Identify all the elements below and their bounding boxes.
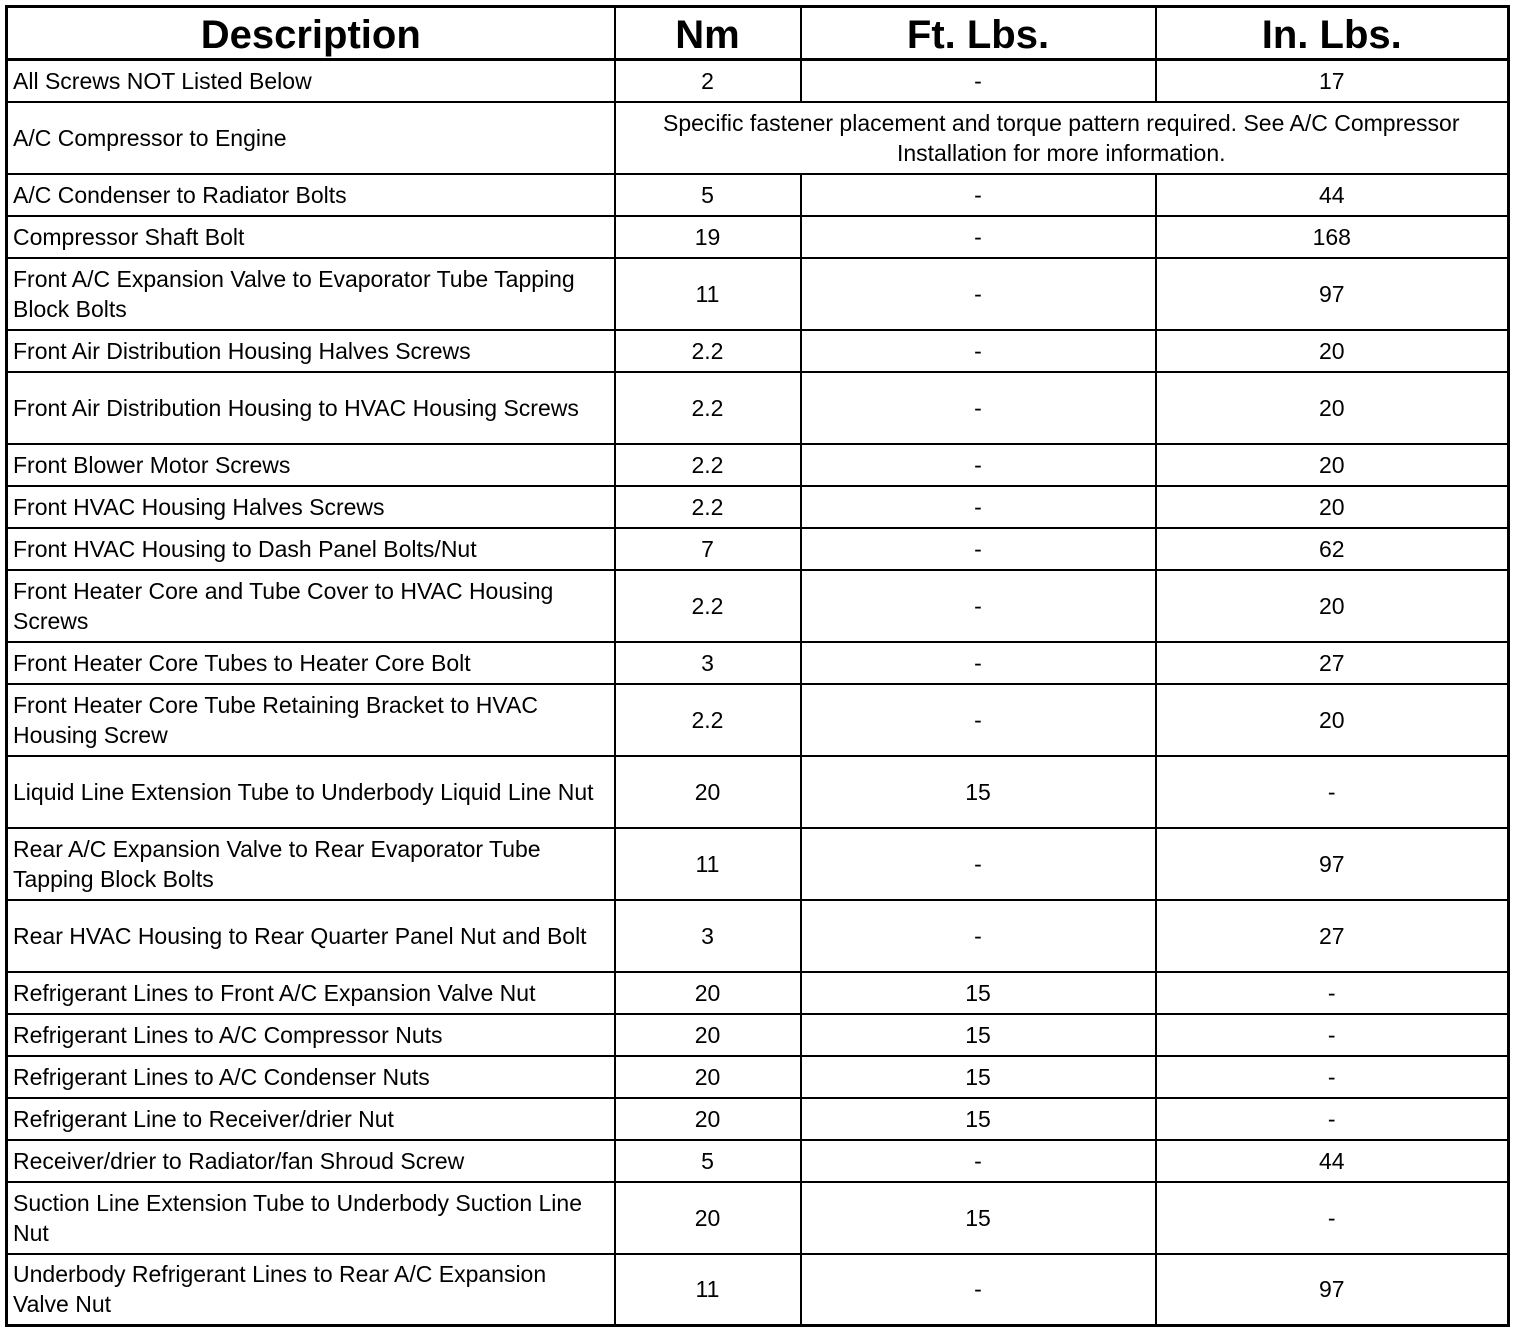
in-lbs-cell: 44 — [1156, 1140, 1509, 1182]
nm-cell: 3 — [615, 642, 801, 684]
nm-cell: 2 — [615, 60, 801, 102]
description-cell: Front Air Distribution Housing Halves Screws — [7, 330, 615, 372]
ft-lbs-cell: - — [801, 60, 1156, 102]
description-cell: Suction Line Extension Tube to Underbody Suction Line Nut — [7, 1182, 615, 1254]
table-row — [7, 900, 1509, 972]
header-ft-lbs: Ft. Lbs. — [801, 7, 1156, 60]
table-row — [7, 60, 1509, 102]
description-cell: Liquid Line Extension Tube to Underbody Liquid Line Nut — [7, 756, 615, 828]
description-cell: Underbody Refrigerant Lines to Rear A/C Expansion Valve Nut — [7, 1254, 615, 1326]
header-description: Description — [7, 7, 615, 60]
ft-lbs-cell: 15 — [801, 1014, 1156, 1056]
in-lbs-cell: 97 — [1156, 258, 1509, 330]
description-cell: Rear A/C Expansion Valve to Rear Evaporator Tube Tapping Block Bolts — [7, 828, 615, 900]
nm-cell: 11 — [615, 1254, 801, 1326]
table-row — [7, 972, 1509, 1014]
ft-lbs-cell: - — [801, 372, 1156, 444]
nm-cell: 5 — [615, 174, 801, 216]
table-row — [7, 444, 1509, 486]
ft-lbs-cell: 15 — [801, 1182, 1156, 1254]
ft-lbs-cell: - — [801, 570, 1156, 642]
table-row — [7, 102, 1509, 174]
in-lbs-cell: 20 — [1156, 684, 1509, 756]
table-row — [7, 486, 1509, 528]
description-cell: Compressor Shaft Bolt — [7, 216, 615, 258]
table-row — [7, 1254, 1509, 1326]
nm-cell: 2.2 — [615, 330, 801, 372]
table-header-row — [7, 7, 1509, 60]
ft-lbs-cell: - — [801, 486, 1156, 528]
nm-cell: 20 — [615, 972, 801, 1014]
description-cell: Front Heater Core and Tube Cover to HVAC Housing Screws — [7, 570, 615, 642]
table-row — [7, 570, 1509, 642]
in-lbs-cell: - — [1156, 1056, 1509, 1098]
table-row — [7, 258, 1509, 330]
nm-cell: 20 — [615, 1098, 801, 1140]
ft-lbs-cell: 15 — [801, 972, 1156, 1014]
in-lbs-cell: 97 — [1156, 1254, 1509, 1326]
ft-lbs-cell: - — [801, 1254, 1156, 1326]
table-row — [7, 1014, 1509, 1056]
description-cell: Rear HVAC Housing to Rear Quarter Panel Nut and Bolt — [7, 900, 615, 972]
table-row — [7, 1140, 1509, 1182]
in-lbs-cell: 20 — [1156, 444, 1509, 486]
description-cell: Refrigerant Lines to A/C Condenser Nuts — [7, 1056, 615, 1098]
table-row — [7, 1098, 1509, 1140]
ft-lbs-cell: - — [801, 258, 1156, 330]
ft-lbs-cell: - — [801, 828, 1156, 900]
nm-cell: 20 — [615, 756, 801, 828]
description-cell: Front HVAC Housing to Dash Panel Bolts/Nut — [7, 528, 615, 570]
nm-cell: 19 — [615, 216, 801, 258]
ft-lbs-cell: - — [801, 642, 1156, 684]
table-row — [7, 828, 1509, 900]
table-row — [7, 756, 1509, 828]
in-lbs-cell: - — [1156, 972, 1509, 1014]
nm-cell: 5 — [615, 1140, 801, 1182]
nm-cell: 20 — [615, 1014, 801, 1056]
nm-cell: 11 — [615, 828, 801, 900]
note-cell: Specific fastener placement and torque pattern required. See A/C Compressor Installation for more information. — [615, 102, 1509, 174]
in-lbs-cell: 62 — [1156, 528, 1509, 570]
nm-cell: 20 — [615, 1182, 801, 1254]
nm-cell: 2.2 — [615, 444, 801, 486]
in-lbs-cell: 44 — [1156, 174, 1509, 216]
table-row — [7, 174, 1509, 216]
in-lbs-cell: 20 — [1156, 372, 1509, 444]
description-cell: Receiver/drier to Radiator/fan Shroud Screw — [7, 1140, 615, 1182]
nm-cell: 20 — [615, 1056, 801, 1098]
in-lbs-cell: 168 — [1156, 216, 1509, 258]
ft-lbs-cell: - — [801, 1140, 1156, 1182]
ft-lbs-cell: 15 — [801, 1056, 1156, 1098]
description-cell: Front HVAC Housing Halves Screws — [7, 486, 615, 528]
table-row — [7, 684, 1509, 756]
in-lbs-cell: - — [1156, 1014, 1509, 1056]
description-cell: A/C Compressor to Engine — [7, 102, 615, 174]
ft-lbs-cell: 15 — [801, 1098, 1156, 1140]
ft-lbs-cell: - — [801, 174, 1156, 216]
description-cell: A/C Condenser to Radiator Bolts — [7, 174, 615, 216]
table-row — [7, 1182, 1509, 1254]
ft-lbs-cell: - — [801, 444, 1156, 486]
table-row — [7, 642, 1509, 684]
description-cell: Refrigerant Line to Receiver/drier Nut — [7, 1098, 615, 1140]
nm-cell: 7 — [615, 528, 801, 570]
in-lbs-cell: 20 — [1156, 570, 1509, 642]
nm-cell: 2.2 — [615, 372, 801, 444]
description-cell: Front A/C Expansion Valve to Evaporator Tube Tapping Block Bolts — [7, 258, 615, 330]
ft-lbs-cell: - — [801, 216, 1156, 258]
table-row — [7, 330, 1509, 372]
in-lbs-cell: 97 — [1156, 828, 1509, 900]
in-lbs-cell: 27 — [1156, 642, 1509, 684]
ft-lbs-cell: 15 — [801, 756, 1156, 828]
ft-lbs-cell: - — [801, 330, 1156, 372]
description-cell: Front Heater Core Tubes to Heater Core Bolt — [7, 642, 615, 684]
in-lbs-cell: 20 — [1156, 330, 1509, 372]
in-lbs-cell: - — [1156, 756, 1509, 828]
nm-cell: 2.2 — [615, 684, 801, 756]
in-lbs-cell: 17 — [1156, 60, 1509, 102]
description-cell: All Screws NOT Listed Below — [7, 60, 615, 102]
table-row — [7, 216, 1509, 258]
description-cell: Front Air Distribution Housing to HVAC Housing Screws — [7, 372, 615, 444]
description-cell: Front Blower Motor Screws — [7, 444, 615, 486]
in-lbs-cell: 27 — [1156, 900, 1509, 972]
description-cell: Front Heater Core Tube Retaining Bracket to HVAC Housing Screw — [7, 684, 615, 756]
nm-cell: 2.2 — [615, 570, 801, 642]
table-row — [7, 372, 1509, 444]
nm-cell: 11 — [615, 258, 801, 330]
table-row — [7, 1056, 1509, 1098]
nm-cell: 2.2 — [615, 486, 801, 528]
in-lbs-cell: 20 — [1156, 486, 1509, 528]
nm-cell: 3 — [615, 900, 801, 972]
ft-lbs-cell: - — [801, 684, 1156, 756]
in-lbs-cell: - — [1156, 1182, 1509, 1254]
ft-lbs-cell: - — [801, 528, 1156, 570]
description-cell: Refrigerant Lines to Front A/C Expansion Valve Nut — [7, 972, 615, 1014]
ft-lbs-cell: - — [801, 900, 1156, 972]
description-cell: Refrigerant Lines to A/C Compressor Nuts — [7, 1014, 615, 1056]
in-lbs-cell: - — [1156, 1098, 1509, 1140]
table-row — [7, 528, 1509, 570]
header-in-lbs: In. Lbs. — [1156, 7, 1509, 60]
torque-spec-table — [5, 5, 1510, 1327]
header-nm: Nm — [615, 7, 801, 60]
